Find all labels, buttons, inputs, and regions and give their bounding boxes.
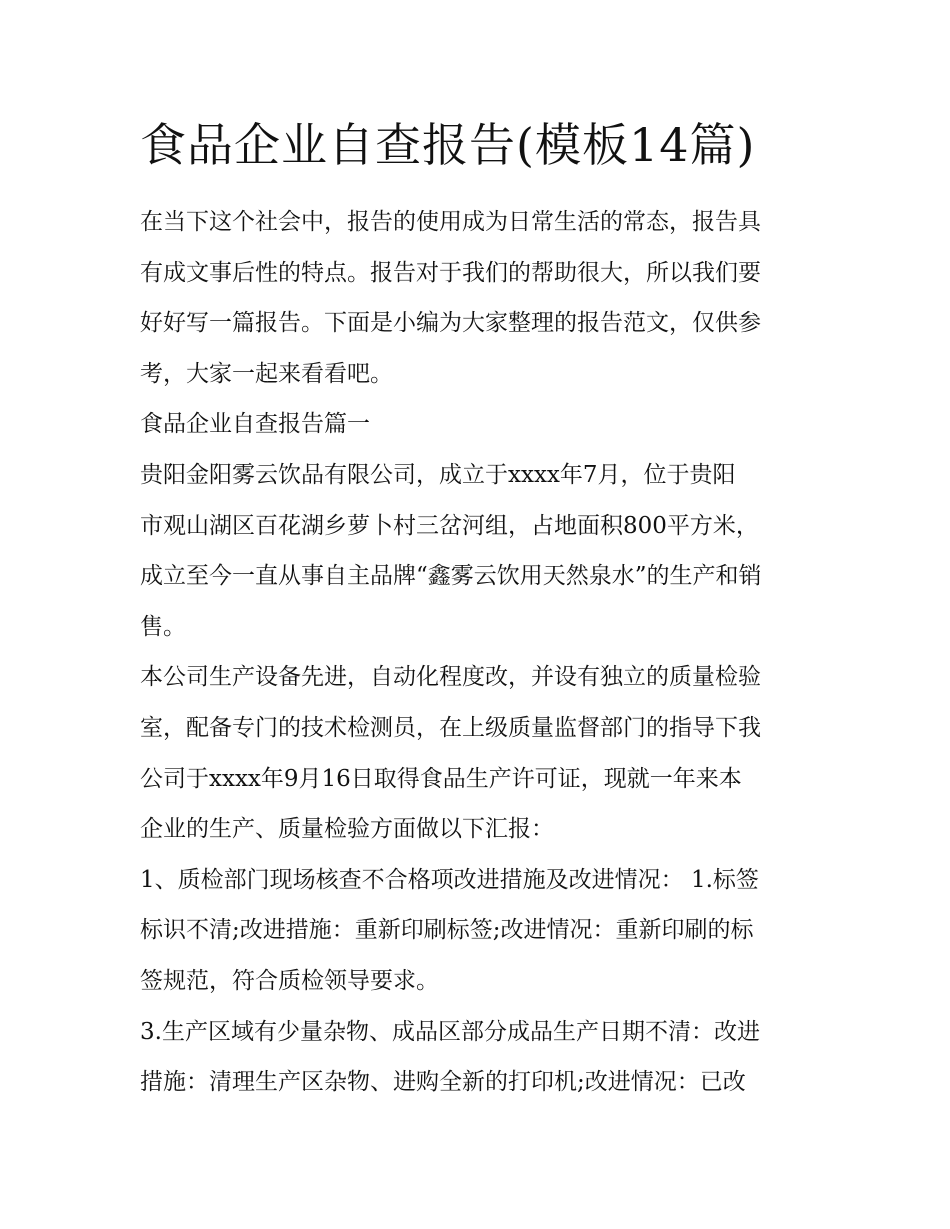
section-heading: 食品企业自查报告篇一 [140,411,370,438]
body-line: 签规范，符合质检领导要求。 [140,967,439,994]
body-line: 1、质检部门现场核查不合格项改进措施及改进情况： 1.标签 [140,866,759,893]
body-line: 成立至今一直从事自主品牌“鑫雾云饮用天然泉水”的生产和销 [140,563,762,590]
body-line: 本公司生产设备先进，自动化程度改，并设有独立的质量检验 [140,664,761,691]
body-line: 措施：清理生产区杂物、进购全新的打印机;改进情况：已改 [140,1069,746,1096]
body-line: 室，配备专门的技术检测员，在上级质量监督部门的指导下我 [140,714,761,741]
document-body [140,197,820,1108]
body-line: 在当下这个社会中，报告的使用成为日常生活的常态，报告具 [140,209,761,235]
body-line: 市观山湖区百花湖乡萝卜村三岔河组，占地面积800平方米， [140,512,759,539]
body-line: 贵阳金阳雾云饮品有限公司，成立于xxxx年7月，位于贵阳 [140,461,736,488]
body-line: 3.生产区域有少量杂物、成品区部分成品生产日期不清：改进 [140,1018,760,1045]
body-line: 售。 [140,613,186,640]
body-line: 公司于xxxx年9月16日取得食品生产许可证，现就一年来本 [140,765,742,792]
body-line: 好好写一篇报告。下面是小编为大家整理的报告范文，仅供参 [140,310,761,337]
body-line: 考，大家一起来看看吧。 [140,360,393,387]
document-title: 食品企业自查报告(模板14篇) [140,118,756,172]
body-line: 标识不清;改进措施：重新印刷标签;改进情况：重新印刷的标 [140,917,754,944]
body-line: 有成文事后性的特点。报告对于我们的帮助很大，所以我们要 [140,259,761,286]
body-line: 企业的生产、质量检验方面做以下汇报： [140,816,554,843]
